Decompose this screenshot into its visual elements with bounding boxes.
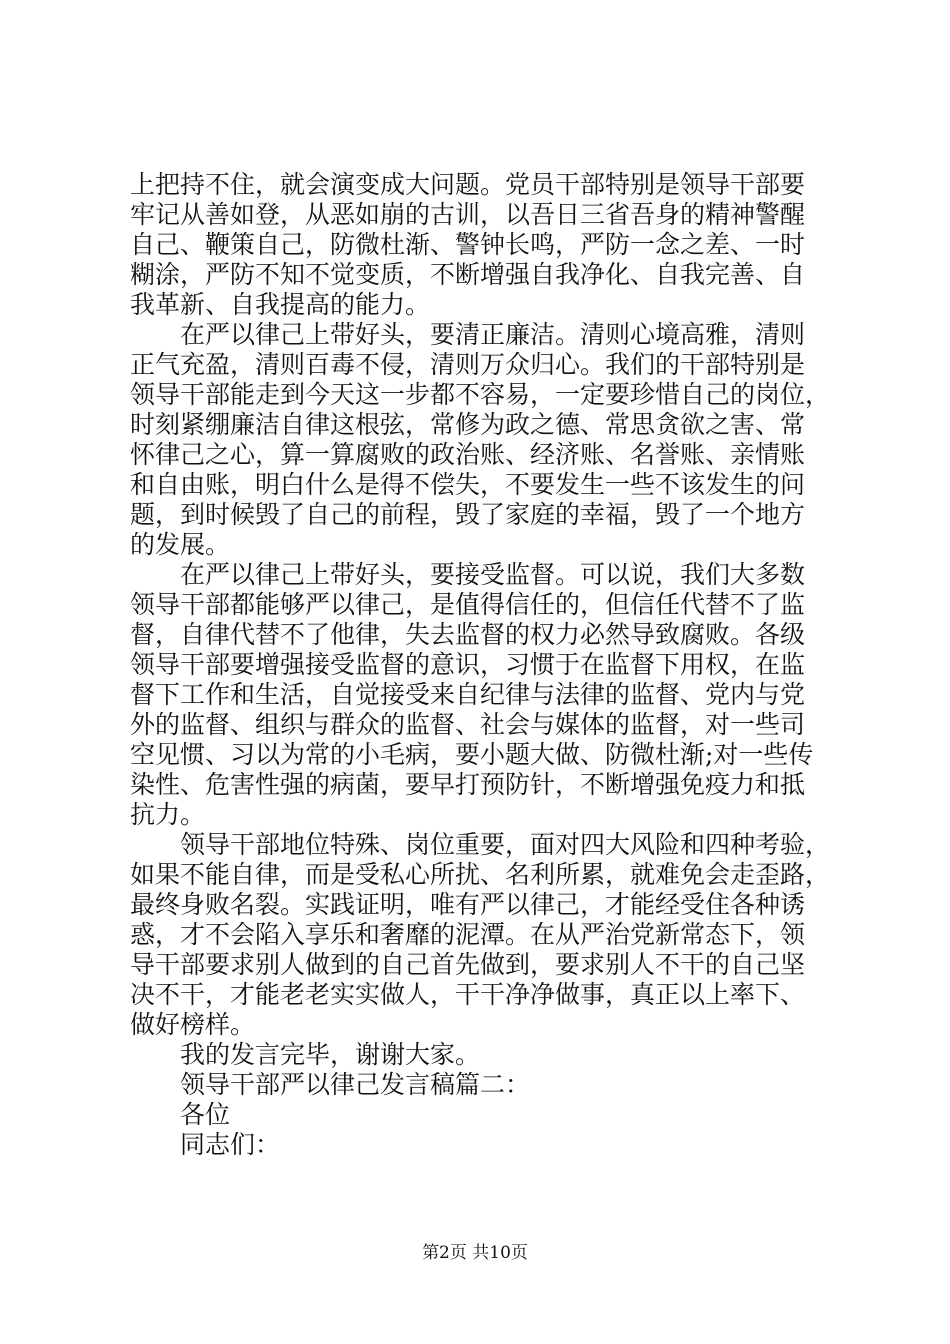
text-line: 领导干部要增强接受监督的意识，习惯于在监督下用权，在监	[130, 650, 806, 679]
text-line: 我革新、自我提高的能力。	[130, 290, 431, 319]
salutation-line: 同志们：	[180, 1130, 281, 1159]
text-line: 空见惯、习以为常的小毛病，要小题大做、防微杜渐;对一些传	[130, 740, 814, 769]
text-line: 题，到时候毁了自己的前程，毁了家庭的幸福，毁了一个地方	[130, 500, 806, 529]
text-line: 导干部要求别人做到的自己首先做到，要求别人不干的自己坚	[130, 950, 806, 979]
text-line: 正气充盈，清则百毒不侵，清则万众归心。我们的干部特别是	[130, 350, 806, 379]
text-line: 最终身败名裂。实践证明，唯有严以律己，才能经受住各种诱	[130, 890, 806, 919]
text-line: 时刻紧绷廉洁自律这根弦，常修为政之德、常思贪欲之害、常	[130, 410, 806, 439]
text-line: 的发展。	[130, 530, 231, 559]
text-line: 抗力。	[130, 800, 206, 829]
text-line: 惑，才不会陷入享乐和奢靡的泥潭。在从严治党新常态下，领	[130, 920, 806, 949]
text-line: 上把持不住，就会演变成大问题。党员干部特别是领导干部要	[130, 170, 806, 199]
text-line: 牢记从善如登，从恶如崩的古训，以吾日三省吾身的精神警醒	[130, 200, 806, 229]
text-line: 如果不能自律，而是受私心所扰、名利所累，就难免会走歪路，	[130, 860, 831, 889]
paragraph-start-line: 在严以律己上带好头，要清正廉洁。清则心境高雅，清则	[180, 320, 806, 349]
text-line: 督，自律代替不了他律，失去监督的权力必然导致腐败。各级	[130, 620, 806, 649]
closing-remark: 我的发言完毕，谢谢大家。	[180, 1040, 481, 1069]
text-line: 外的监督、组织与群众的监督、社会与媒体的监督，对一些司	[130, 710, 806, 739]
text-line: 做好榜样。	[130, 1010, 256, 1039]
page-footer: 第2页 共10页	[422, 1243, 528, 1263]
text-line: 督下工作和生活，自觉接受来自纪律与法律的监督、党内与党	[130, 680, 806, 709]
salutation-line: 各位	[180, 1100, 231, 1129]
paragraph-start-line: 领导干部地位特殊、岗位重要，面对四大风险和四种考验，	[180, 830, 831, 859]
text-line: 染性、危害性强的病菌，要早打预防针，不断增强免疫力和抵	[130, 770, 806, 799]
text-line: 决不干，才能老老实实做人，干干净净做事，真正以上率下、	[130, 980, 806, 1009]
section-heading: 领导干部严以律己发言稿篇二：	[180, 1070, 531, 1099]
paragraph-start-line: 在严以律己上带好头，要接受监督。可以说，我们大多数	[180, 560, 806, 589]
text-line: 自己、鞭策自己，防微杜渐、警钟长鸣，严防一念之差、一时	[130, 230, 806, 259]
text-line: 怀律己之心，算一算腐败的政治账、经济账、名誉账、亲情账	[130, 440, 806, 469]
text-line: 和自由账，明白什么是得不偿失，不要发生一些不该发生的问	[130, 470, 806, 499]
text-line: 领导干部都能够严以律己，是值得信任的，但信任代替不了监	[130, 590, 806, 619]
text-line: 领导干部能走到今天这一步都不容易，一定要珍惜自己的岗位，	[130, 380, 831, 409]
text-line: 糊涂，严防不知不觉变质，不断增强自我净化、自我完善、自	[130, 260, 806, 289]
